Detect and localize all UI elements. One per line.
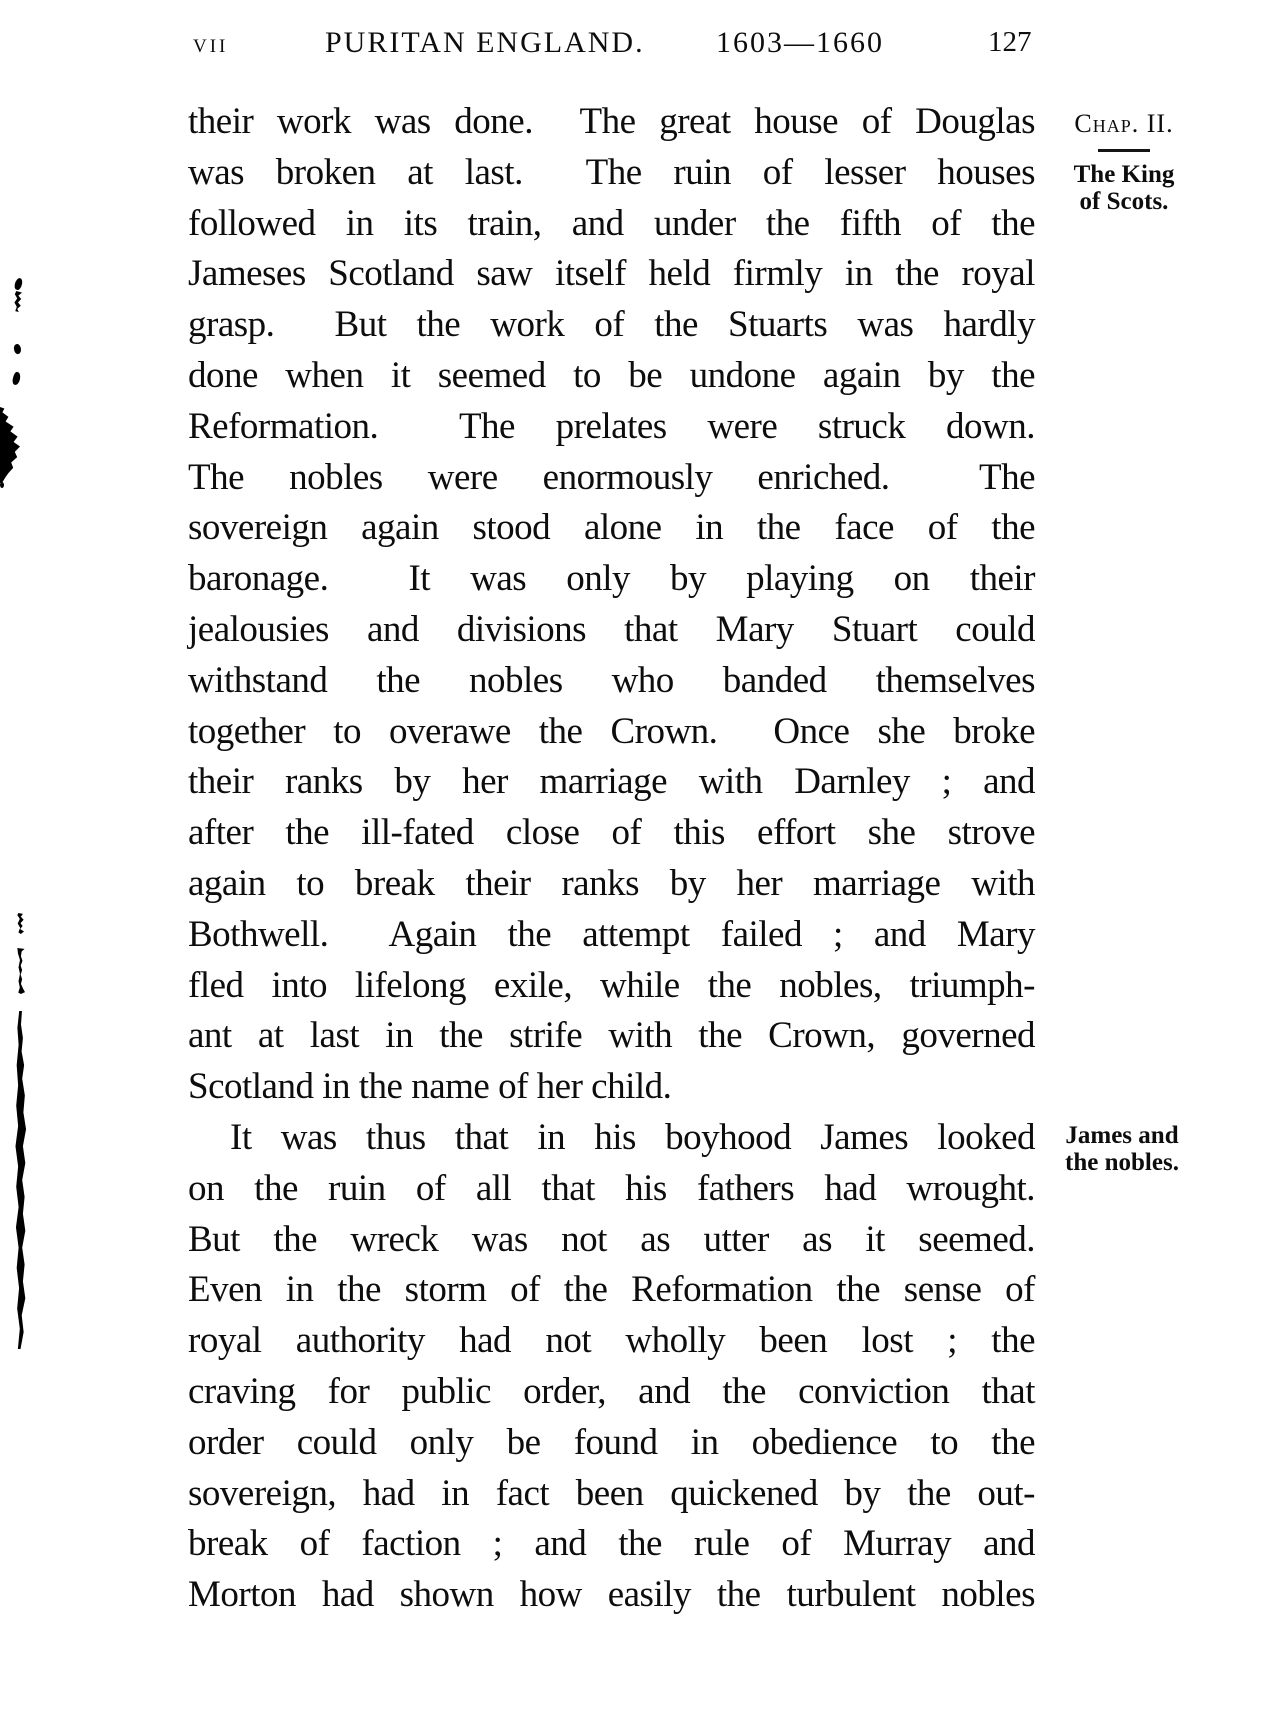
text-line: after the ill-fated close of this effort she strove bbox=[188, 812, 1035, 854]
text-line: baronage. It was only by playing on their bbox=[188, 558, 1035, 600]
text-line: on the ruin of all that his fathers had wrought. bbox=[188, 1167, 1035, 1209]
text-line: done when it seemed to be undone again by the bbox=[188, 354, 1035, 396]
ink-blot-page-edge bbox=[0, 407, 20, 483]
running-head-date-range: 1603—1660 bbox=[716, 26, 884, 59]
margin-note-james-and-nobles bbox=[1046, 1122, 1198, 1176]
text-line: ant at last in the strife with the Crown, governed bbox=[188, 1015, 1035, 1057]
text-line: Reformation. The prelates were struck down. bbox=[188, 405, 1035, 447]
ink-mark bbox=[17, 913, 24, 934]
margin-note-line: the nobles. bbox=[1065, 1149, 1179, 1176]
margin-note-line: The King bbox=[1073, 161, 1175, 188]
text-line: fled into lifelong exile, while the nobles, triumph- bbox=[188, 964, 1035, 1006]
text-line: order could only be found in obedience to the bbox=[188, 1421, 1035, 1463]
ink-speck bbox=[13, 343, 23, 355]
text-line: their ranks by her marriage with Darnley ; and bbox=[188, 761, 1035, 803]
paragraph-2 bbox=[188, 1113, 1035, 1621]
text-line: It was thus that in his boyhood James looked bbox=[230, 1116, 1035, 1158]
text-line: sovereign, had in fact been quickened by the out- bbox=[188, 1472, 1035, 1514]
text-line: followed in its train, and under the fifth of the bbox=[188, 202, 1035, 244]
text-line: craving for public order, and the conviction that bbox=[188, 1370, 1035, 1412]
ink-speck bbox=[13, 277, 24, 291]
text-line: together to overawe the Crown. Once she broke bbox=[188, 710, 1035, 752]
text-line: But the wreck was not as utter as it seemed. bbox=[188, 1218, 1035, 1260]
ink-speck bbox=[14, 291, 22, 312]
text-line: their work was done. The great house of Douglas bbox=[188, 101, 1035, 142]
ink-mark bbox=[16, 948, 25, 994]
running-head-title: PURITAN ENGLAND. bbox=[325, 26, 645, 59]
text-line: Bothwell. Again the attempt failed ; and Mary bbox=[188, 913, 1035, 955]
margin-note-line: of Scots. bbox=[1079, 188, 1169, 215]
text-line: break of faction ; and the rule of Murray and bbox=[188, 1523, 1035, 1565]
scratch-line bbox=[15, 1011, 27, 1349]
text-line: Scotland in the name of her child. bbox=[188, 1066, 672, 1108]
body-text-column bbox=[188, 97, 1035, 1621]
paragraph-1 bbox=[188, 97, 1035, 1113]
running-head-chapter-numeral: VII bbox=[193, 36, 229, 57]
margin-note-rule bbox=[1098, 149, 1150, 152]
text-line: The nobles were enormously enriched. The bbox=[188, 456, 1035, 498]
text-line: was broken at last. The ruin of lesser houses bbox=[188, 151, 1035, 193]
page-number: 127 bbox=[988, 26, 1032, 58]
text-line: sovereign again stood alone in the face of the bbox=[188, 507, 1035, 549]
text-line: royal authority had not wholly been lost ; the bbox=[188, 1320, 1035, 1362]
margin-note-king-of-scots bbox=[1048, 110, 1200, 215]
text-line: Morton had shown how easily the turbulent nobles bbox=[188, 1574, 1035, 1616]
text-line: Jameses Scotland saw itself held firmly in the royal bbox=[188, 253, 1035, 295]
ink-speck bbox=[0, 482, 4, 488]
margin-note-chapter-heading: Chap. II. bbox=[1074, 109, 1174, 138]
text-line: withstand the nobles who banded themselves bbox=[188, 659, 1035, 701]
text-line: jealousies and divisions that Mary Stuart could bbox=[188, 608, 1035, 650]
margin-note-line: James and bbox=[1065, 1122, 1179, 1149]
ink-speck bbox=[11, 371, 21, 385]
text-line: again to break their ranks by her marriage with bbox=[188, 862, 1035, 904]
text-line: Even in the storm of the Reformation the sense of bbox=[188, 1269, 1035, 1311]
text-line: grasp. But the work of the Stuarts was hardly bbox=[188, 304, 1035, 346]
